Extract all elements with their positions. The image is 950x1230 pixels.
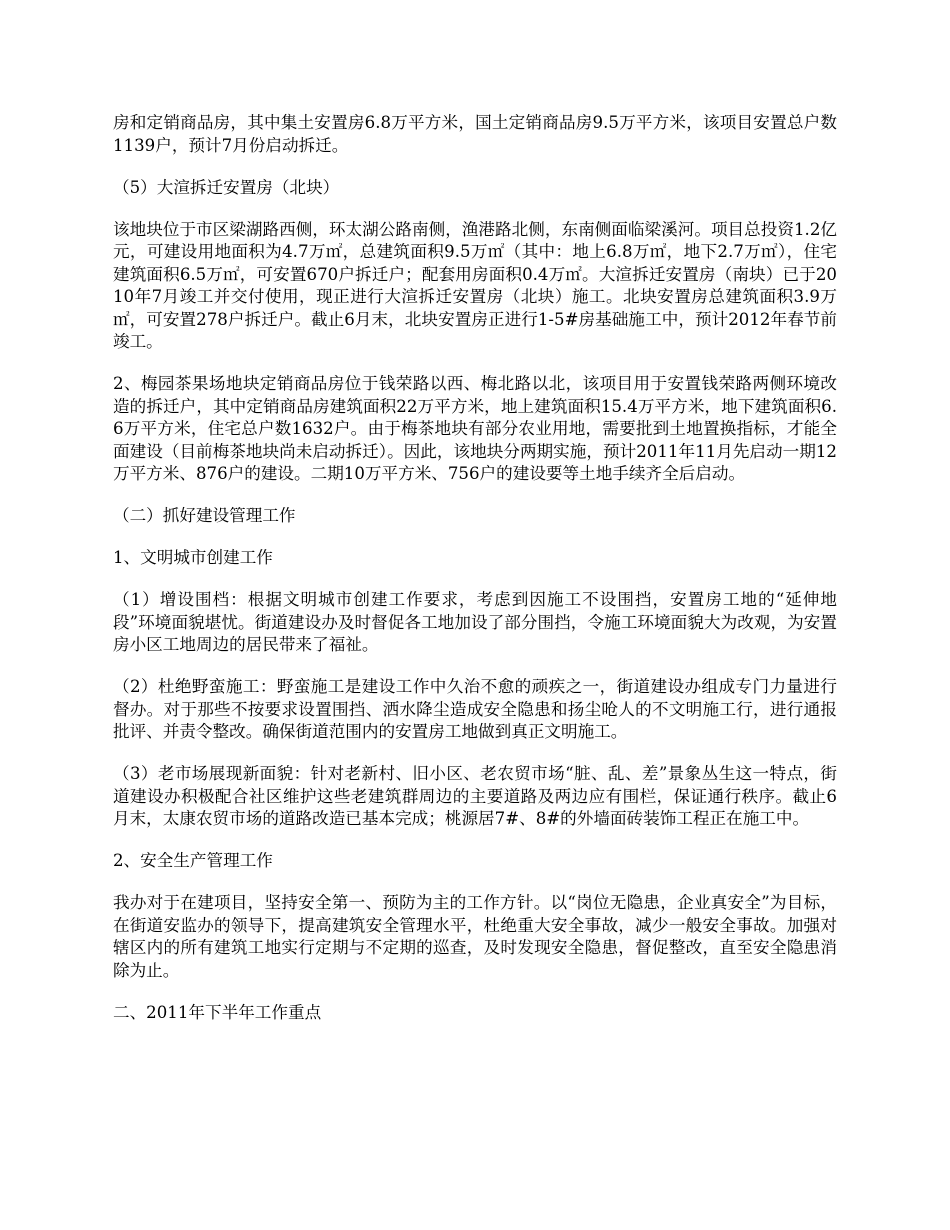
heading-second-half-priorities: 二、2011年下半年工作重点 — [113, 1002, 322, 1022]
paragraph-reckless-construction: （2）杜绝野蛮施工：野蛮施工是建设工作中久治不愈的顽疾之一，街道建设办组成专门力量进行督办。对于那些不按要求设置围挡、洒水降尘造成安全隐患和扬尘呛人的不文明施工行，进行通报批评、并责令整改。确保街道范围内的安置房工地做到真正文明施工。 — [113, 677, 837, 741]
paragraph-old-market: （3）老市场展现新面貌：针对老新村、旧小区、老农贸市场“脏、乱、差”景象丛生这一特点，街道建设办积极配合社区维护这些老建筑群周边的主要道路及两边应有围栏，保证通行秩序。截止6月末，太康农贸市场的道路改造已基本完成；桃源居7#、8#的外墙面砖装饰工程正在施工中。 — [113, 764, 837, 828]
heading-civilized-city: 1、文明城市创建工作 — [113, 548, 273, 567]
paragraph-meiyuan-project: 2、梅园茶果场地块定销商品房位于钱荣路以西、梅北路以北，该项目用于安置钱荣路两侧环境改造的拆迁户，其中定销商品房建筑面积22万平方米，地上建筑面积15.4万平方米，地下建筑面积6.6万平方米，住宅总户数1632户。由于梅茶地块有部分农业用地，需要批到土地置换指标，才能全面建设（目前梅茶地块尚未启动拆迁）。因此，该地块分两期实施，预计2011年11月先启动一期12万平方米、876户的建设。二期10万平方米、756户的建设要等土地手续齐全后启动。 — [113, 374, 837, 483]
paragraph-daxuan-details: 该地块位于市区梁湖路西侧，环太湖公路南侧，渔港路北侧，东南侧面临梁溪河。项目总投资1.2亿元，可建设用地面积为4.7万㎡，总建筑面积9.5万㎡（其中：地上6.8万㎡，地下2.7万㎡），住宅建筑面积6.5万㎡，可安置670户拆迁户；配套用房面积0.4万㎡。大渲拆迁安置房（南块）已于2010年7月竣工并交付使用，现正进行大渲拆迁安置房（北块）施工。北块安置房总建筑面积3.9万㎡，可安置278户拆迁户。截止6月末，北块安置房正进行1-5#房基础施工中，预计2012年春节前竣工。 — [113, 219, 837, 351]
paragraph-safety-policy: 我办对于在建项目，坚持安全第一、预防为主的工作方针。以“岗位无隐患，企业真安全”为目标，在街道安监办的领导下，提高建筑安全管理水平，杜绝重大安全事故，减少一般安全事故。加强对辖区内的所有建筑工地实行定期与不定期的巡查，及时发现安全隐患，督促整改，直至安全隐患消除为止。 — [113, 893, 837, 980]
heading-construction-management: （二）抓好建设管理工作 — [113, 506, 296, 525]
heading-daxuan-north: （5）大渲拆迁安置房（北块） — [113, 177, 340, 197]
paragraph-hoarding: （1）增设围档：根据文明城市创建工作要求，考虑到因施工不设围挡，安置房工地的“延伸地段”环境面貌堪忧。街道建设办及时督促各工地加设了部分围挡，令施工环境面貌大为改观，为安置房小区工地周边的居民带来了福祉。 — [113, 590, 837, 654]
paragraph-resettlement-summary: 房和定销商品房，其中集土安置房6.8万平方米，国土定销商品房9.5万平方米，该项目安置总户数1139户，预计7月份启动拆迁。 — [113, 113, 837, 155]
heading-safety-management: 2、安全生产管理工作 — [113, 851, 273, 870]
document-body — [113, 112, 837, 1044]
